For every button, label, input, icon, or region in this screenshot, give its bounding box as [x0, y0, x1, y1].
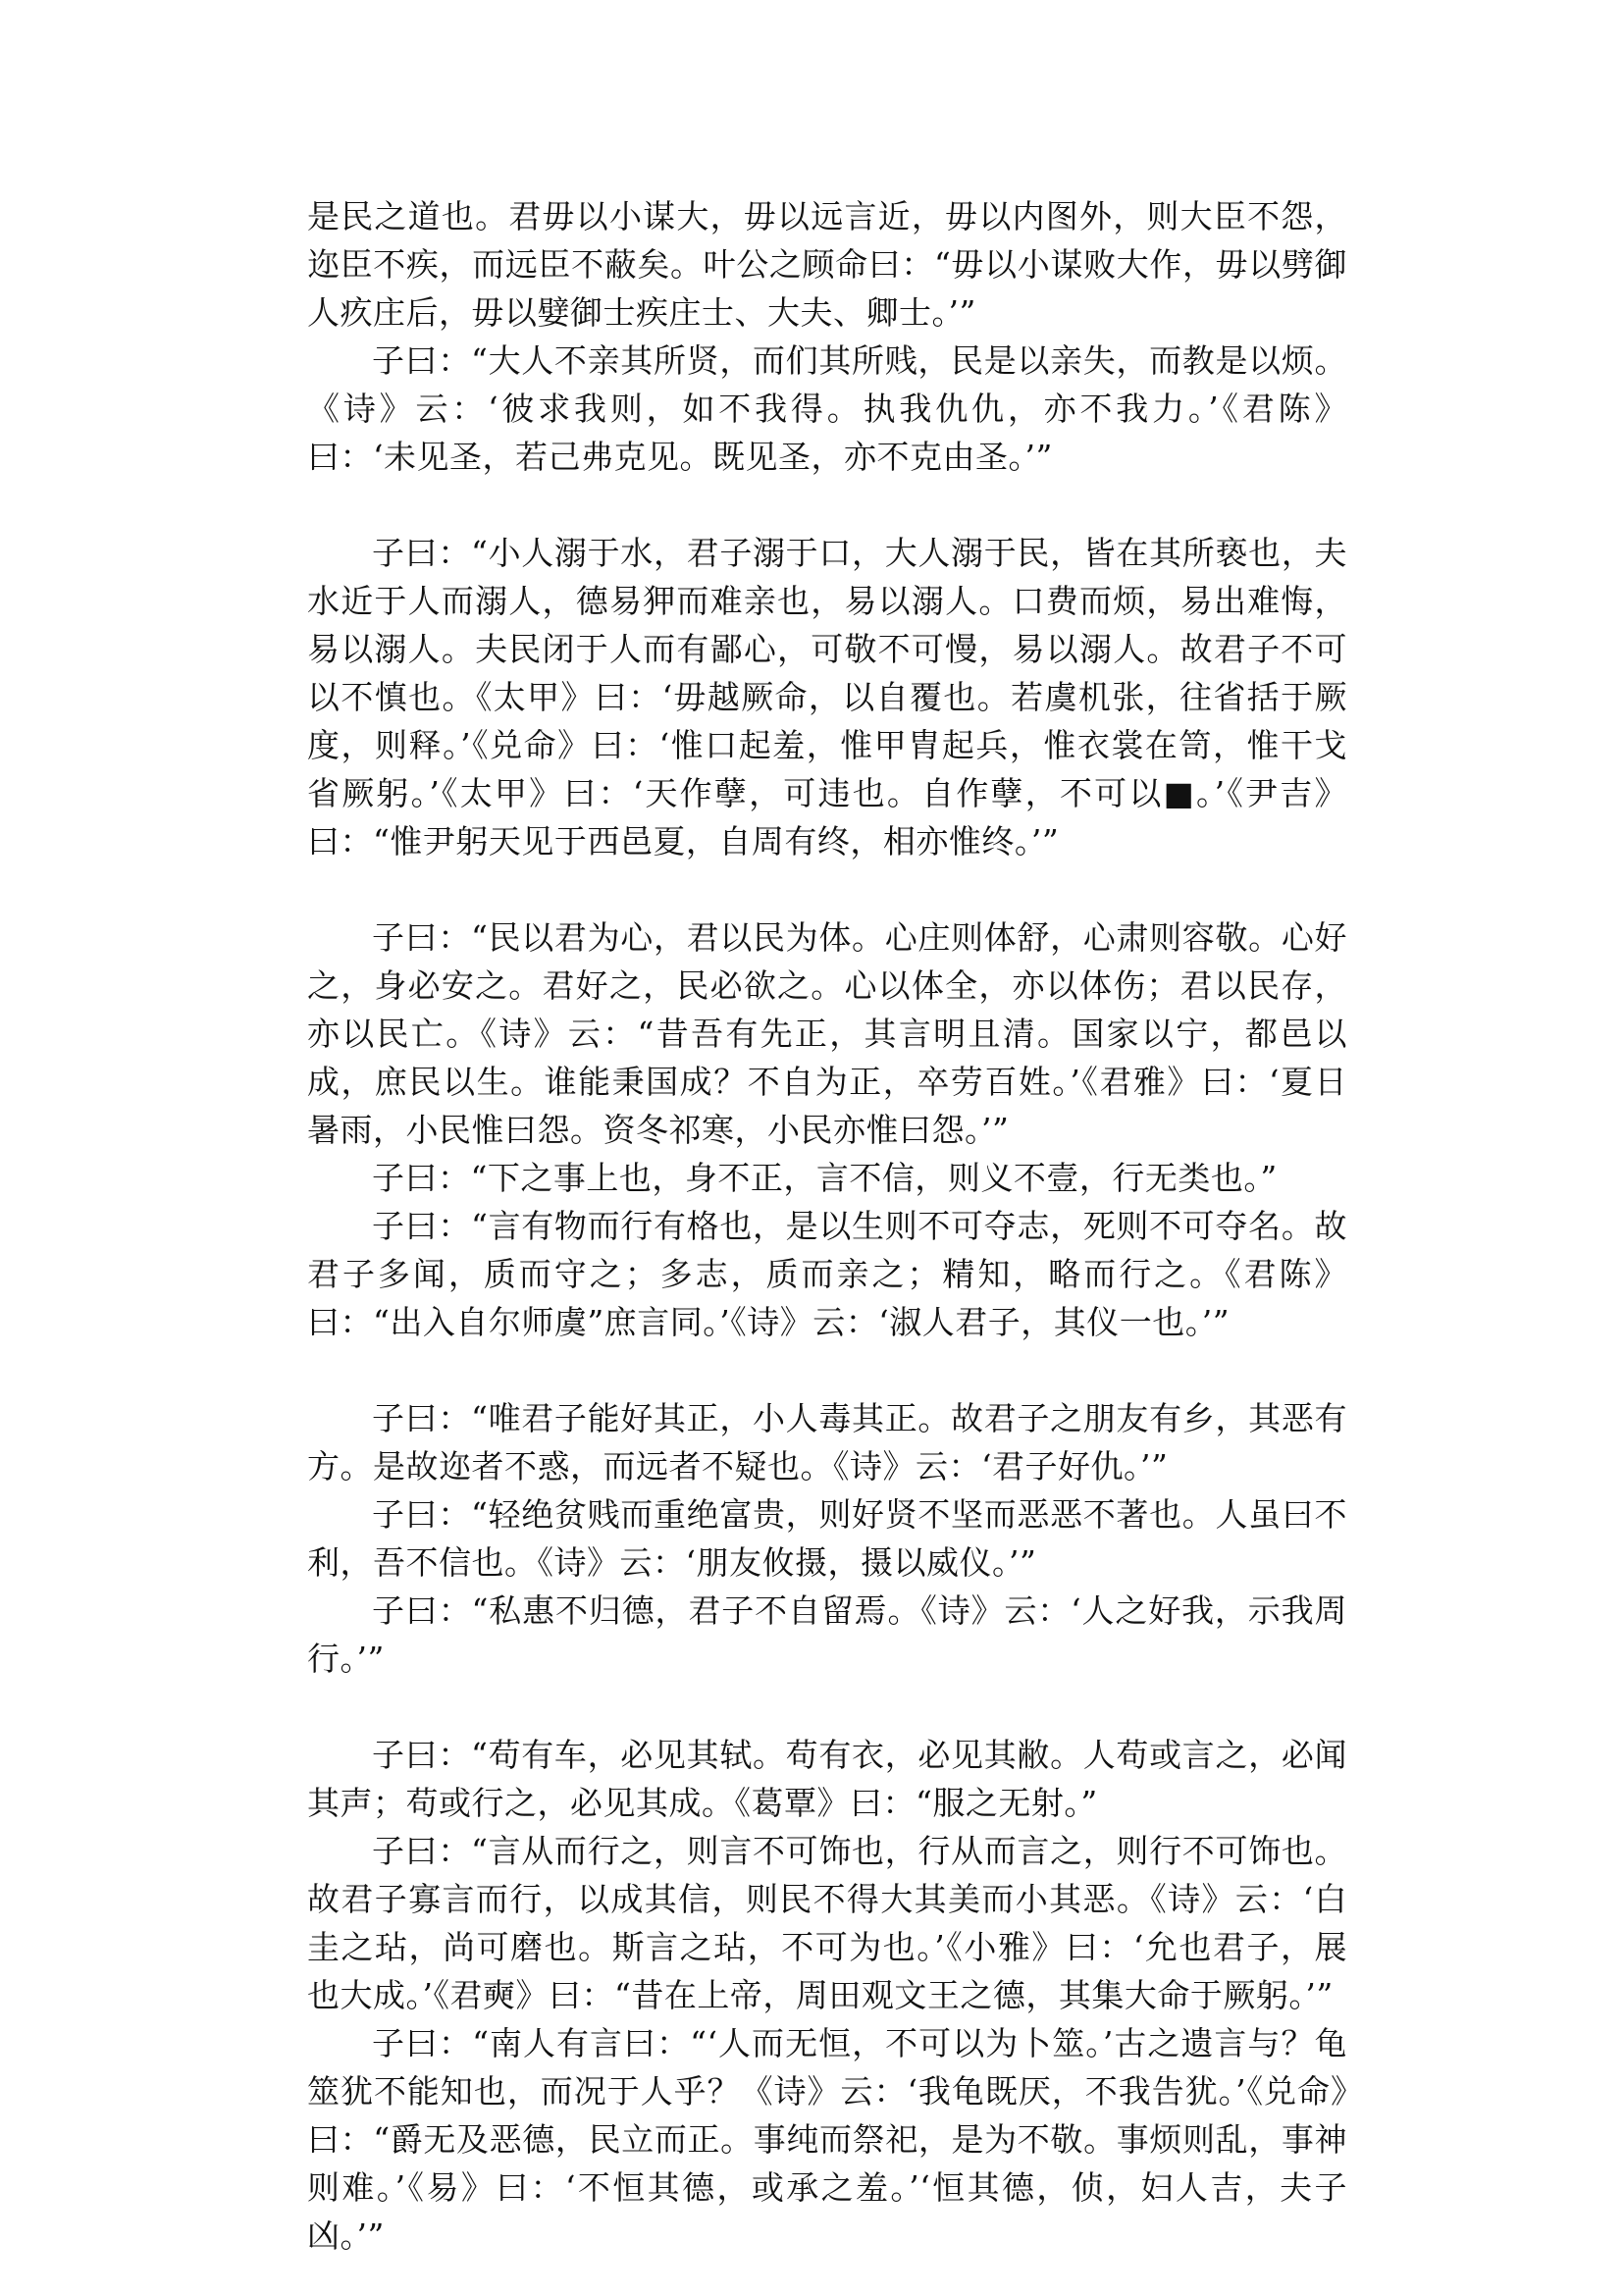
document-page [307, 192, 1347, 2260]
paragraph-11: 子曰：“言从而行之，则言不可饰也，行从而言之，则行不可饰也。故君子寡言而行，以成其信，则民不得大其美而小其恶。《诗》云：‘白圭之玷，尚可磨也。斯言之玷，不可为也。’《小雅》曰：‘允也君子，展也大成。’《君奭》曰：“昔在上帝，周田观文王之德，其集大命于厥躬。’” [307, 1832, 1347, 2014]
paragraph-12: 子曰：“南人有言曰：“‘人而无恒，不可以为卜筮。’古之遗言与？龟筮犹不能知也，而况于人乎？《诗》云：‘我龟既厌，不我告犹。’《兑命》曰：“爵无及恶德，民立而正。事纯而祭祀，是为不敬。事烦则乱，事神则难。’《易》曰：‘不恒其德，或承之羞。’‘恒其德，侦，妇人吉，夫子凶。’” [307, 2024, 1347, 2255]
paragraph-3: 子曰：“小人溺于水，君子溺于口，大人溺于民，皆在其所亵也，夫水近于人而溺人，德易狎而难亲也，易以溺人。口费而烦，易出难悔，易以溺人。夫民闭于人而有鄙心，可敬不可慢，易以溺人。故君子不可以不慎也。《太甲》曰：‘毋越厥命，以自覆也。若虞机张，往省括于厥度，则释。’《兑命》曰：‘惟口起羞，惟甲胄起兵，惟衣裳在笥，惟干戈省厥躬。’《太甲》曰：‘天作孽，可违也。自作孽，不可以■。’《尹吉》曰：“惟尹躬天见于西邑夏，自周有终，相亦惟终。’” [307, 534, 1347, 860]
paragraph-1: 是民之道也。君毋以小谋大，毋以远言近，毋以内图外，则大臣不怨，迩臣不疾，而远臣不蔽矣。叶公之顾命曰：“毋以小谋败大作，毋以劈御人疚庄后，毋以嬖御士疾庄士、大夫、卿士。’” [307, 197, 1347, 332]
paragraph-6: 子曰：“言有物而行有格也，是以生则不可夺志，死则不可夺名。故君子多闻，质而守之；多志，质而亲之；精知，略而行之。《君陈》曰：“出入自尔师虞”庶言同。’《诗》云：‘淑人君子，其仪一也。’” [307, 1207, 1347, 1341]
paragraph-8: 子曰：“轻绝贫贱而重绝富贵，则好贤不坚而恶恶不著也。人虽曰不利，吾不信也。《诗》云：‘朋友攸摄，摄以威仪。’” [307, 1495, 1347, 1582]
paragraph-5: 子曰：“下之事上也，身不正，言不信，则义不壹，行无类也。” [372, 1159, 1278, 1197]
paragraph-2: 子曰：“大人不亲其所贤，而们其所贱，民是以亲失，而教是以烦。《诗》云：‘彼求我则，如不我得。执我仇仇，亦不我力。’《君陈》曰：‘未见圣，若己弗克见。既见圣，亦不克由圣。’” [307, 341, 1347, 476]
paragraph-7: 子曰：“唯君子能好其正，小人毒其正。故君子之朋友有乡，其恶有方。是故迩者不惑，而远者不疑也。《诗》云：‘君子好仇。’” [307, 1399, 1347, 1486]
paragraph-10: 子曰：“苟有车，必见其轼。苟有衣，必见其敝。人苟或言之，必闻其声；苟或行之，必见其成。《葛覃》曰：“服之无射。” [307, 1736, 1347, 1822]
paragraph-9: 子曰：“私惠不归德，君子不自留焉。《诗》云：‘人之好我，示我周行。’” [307, 1591, 1347, 1678]
paragraph-4: 子曰：“民以君为心，君以民为体。心庄则体舒，心肃则容敬。心好之，身必安之。君好之，民必欲之。心以体全，亦以体伤；君以民存，亦以民亡。《诗》云：“昔吾有先正，其言明且清。国家以宁，都邑以成，庶民以生。谁能秉国成？不自为正，卒劳百姓。’《君雅》曰：‘夏日暑雨，小民惟曰怨。资冬祁寒，小民亦惟曰怨。’” [307, 918, 1347, 1149]
